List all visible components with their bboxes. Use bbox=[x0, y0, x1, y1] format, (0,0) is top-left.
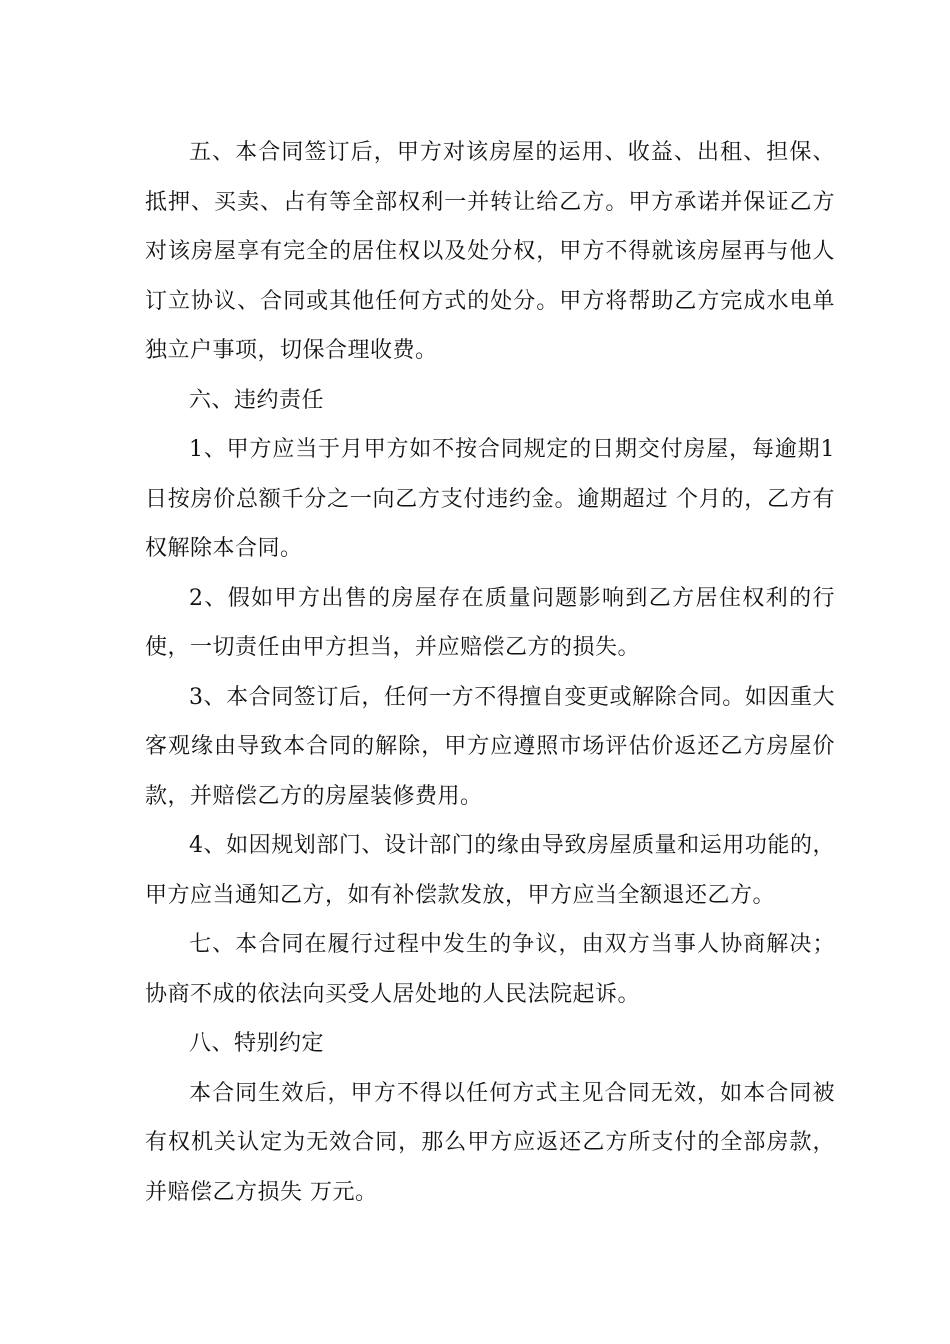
clause-6-heading: 六、违约责任 bbox=[189, 387, 325, 413]
clause-6-item-4: 4、如因规划部门、设计部门的缘由导致房屋质量和运用功能的，甲方应当通知乙方，如有补偿款发放，甲方应当全额退还乙方。 bbox=[145, 833, 835, 908]
clause-8-paragraph: 本合同生效后，甲方不得以任何方式主见合同无效，如本合同被有权机关认定为无效合同，那么甲方应返还乙方所支付的全部房款，并赔偿乙方损失 万元。 bbox=[145, 1080, 835, 1205]
clause-6-item-2: 2、假如甲方出售的房屋存在质量问题影响到乙方居住权利的行使，一切责任由甲方担当，并应赔偿乙方的损失。 bbox=[145, 585, 835, 660]
clause-5-paragraph: 五、本合同签订后，甲方对该房屋的运用、收益、出租、担保、抵押、买卖、占有等全部权利一并转让给乙方。甲方承诺并保证乙方对该房屋享有完全的居住权以及处分权，甲方不得就该房屋再与他人订立协议、合同或其他任何方式的处分。甲方将帮助乙方完成水电单独立户事项，切保合理收费。 bbox=[145, 140, 835, 363]
clause-7-paragraph: 七、本合同在履行过程中发生的争议，由双方当事人协商解决；协商不成的依法向买受人居处地的人民法院起诉。 bbox=[145, 932, 835, 1007]
clause-6-item-3: 3、本合同签订后，任何一方不得擅自变更或解除合同。如因重大客观缘由导致本合同的解除，甲方应遵照市场评估价返还乙方房屋价款，并赔偿乙方的房屋装修费用。 bbox=[145, 684, 835, 809]
contract-body bbox=[145, 128, 835, 1217]
clause-8-heading: 八、特别约定 bbox=[189, 1031, 325, 1056]
clause-6-item-1: 1、甲方应当于月甲方如不按合同规定的日期交付房屋，每逾期1日按房价总额千分之一向乙方支付违约金。逾期超过 个月的，乙方有权解除本合同。 bbox=[145, 437, 835, 561]
